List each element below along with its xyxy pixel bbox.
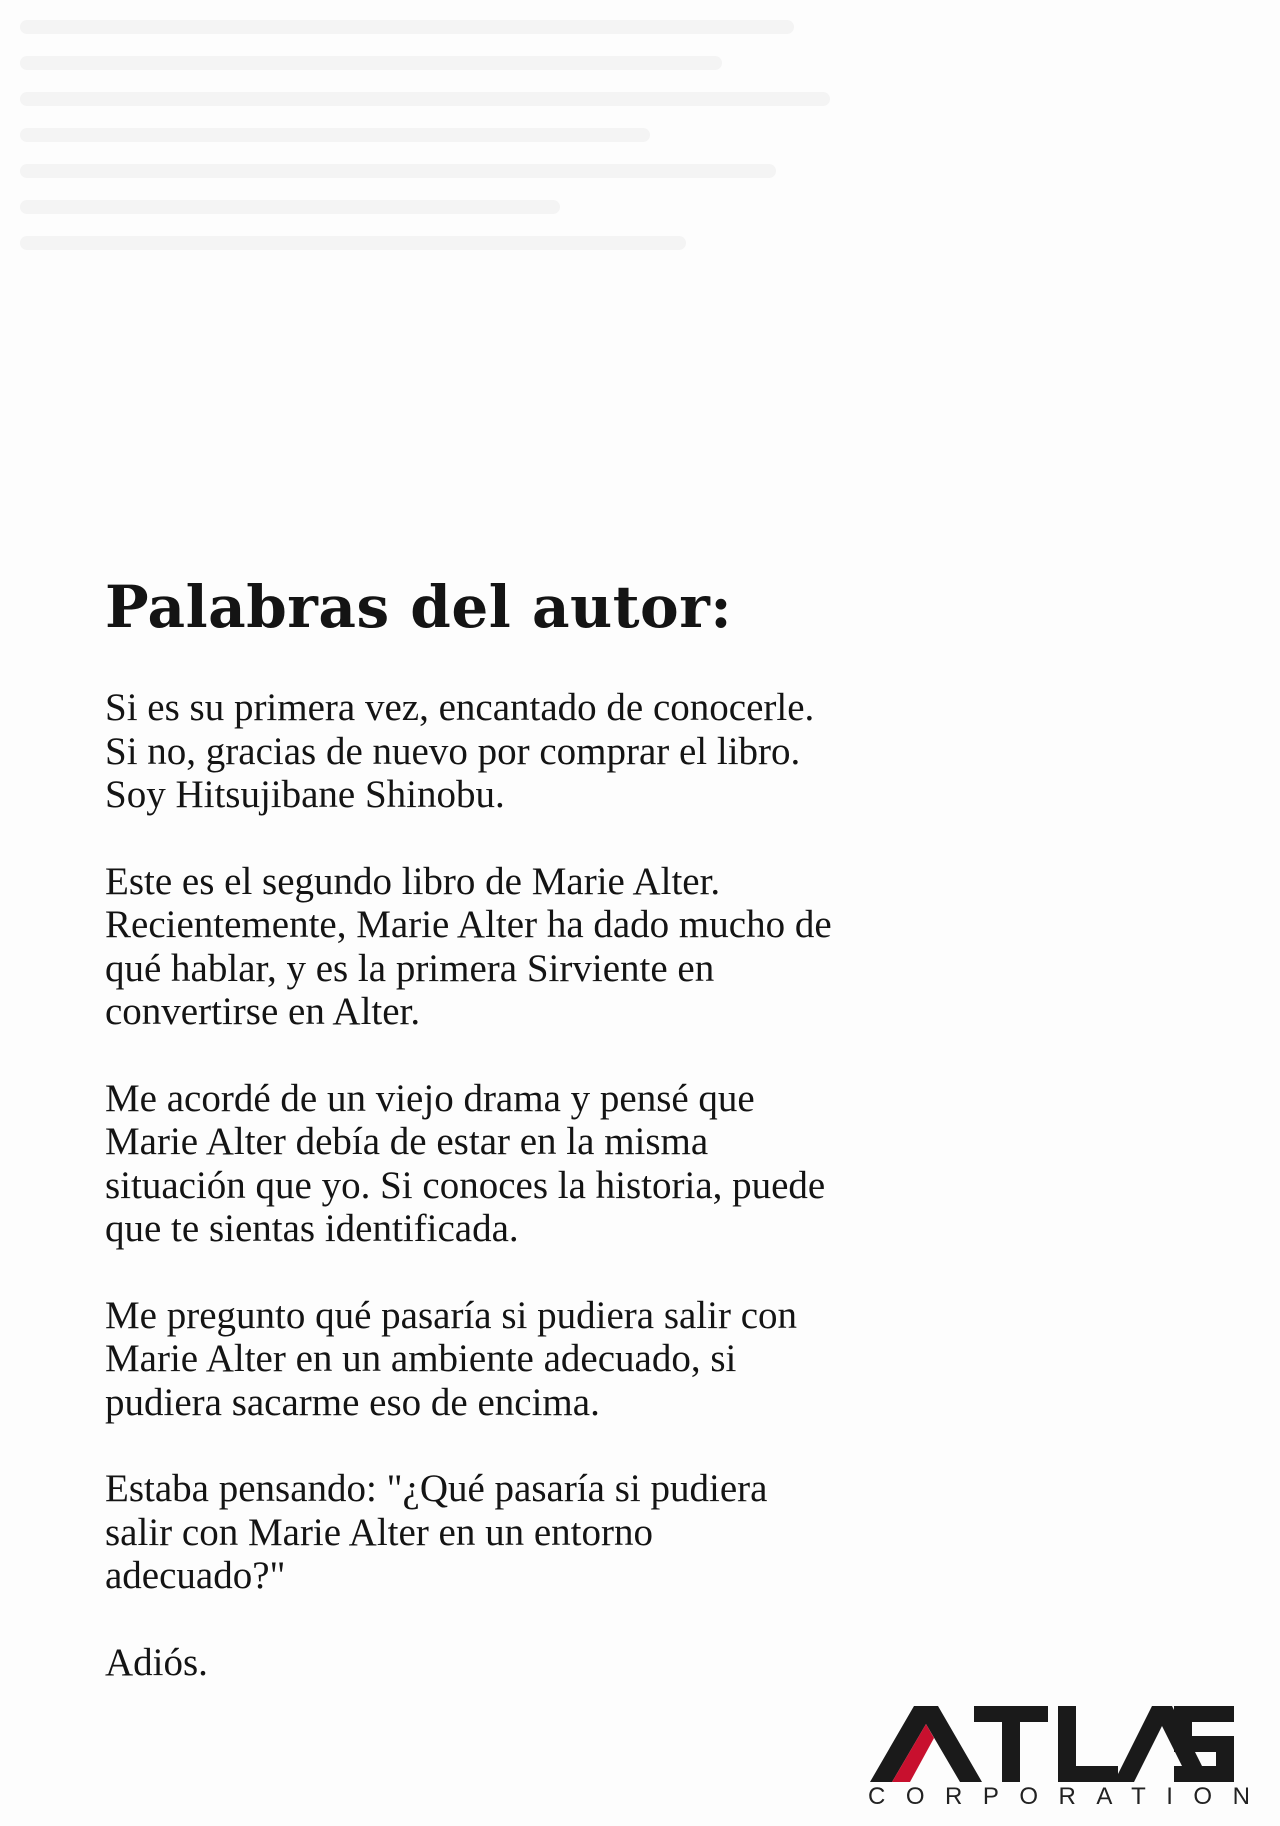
paragraph-greeting: Si es su primera vez, encantado de conocerle. Si no, gracias de nuevo por comprar el libro. Soy Hitsujibane Shinobu. xyxy=(105,686,815,816)
author-notes xyxy=(105,572,1005,1727)
atlas-corporation-logo xyxy=(862,1700,1271,1815)
paragraph-thinking: Estaba pensando: "¿Qué pasaría si pudiera salir con Marie Alter en un entorno adecuado?" xyxy=(105,1467,768,1597)
logo-subtitle: CORPORATION xyxy=(868,1783,1271,1810)
paragraph-farewell: Adiós. xyxy=(105,1640,208,1684)
paragraph-old-drama: Me acordé de un viejo drama y pensé que Marie Alter debía de estar en la misma situación que yo. Si conoces la historia, puede que te sientas identificada. xyxy=(105,1076,826,1250)
paragraph-second-book: Este es el segundo libro de Marie Alter. Recientemente, Marie Alter ha dado mucho de qué hablar, y es la primera Sirviente en convertirse en Alter. xyxy=(105,859,832,1033)
paragraph-wondering: Me pregunto qué pasaría si pudiera salir con Marie Alter en un ambiente adecuado, si pudiera sacarme eso de encima. xyxy=(105,1293,798,1424)
reverse-page-bleedthrough xyxy=(20,20,920,340)
atlas-logo-icon xyxy=(862,1700,1242,1788)
page-title: Palabras del autor: xyxy=(105,573,733,641)
